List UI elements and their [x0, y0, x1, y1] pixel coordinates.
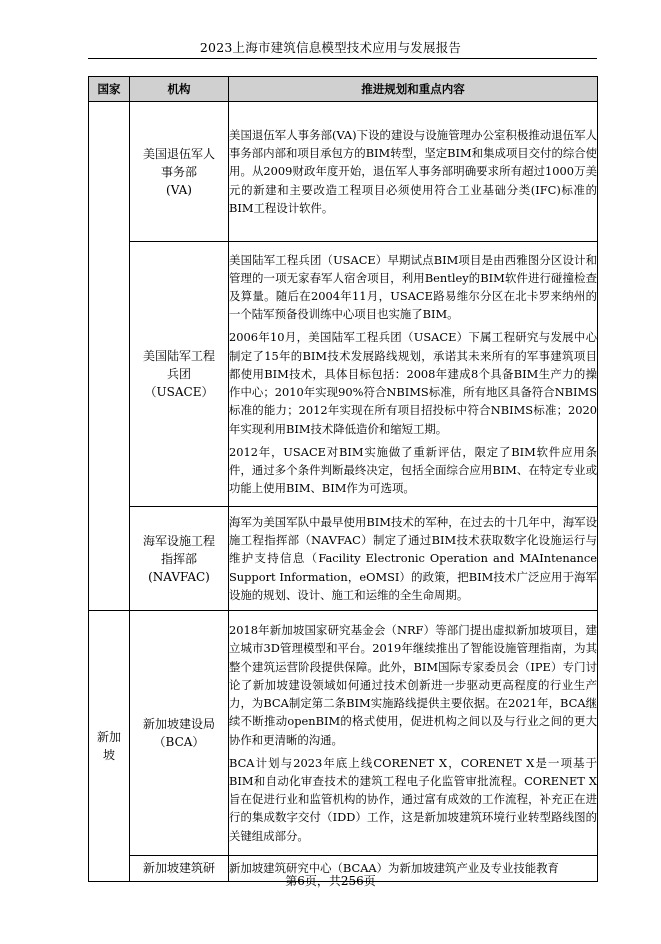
org-name-line: 兵团 — [166, 367, 191, 381]
country-name-line: 坡 — [102, 748, 115, 762]
header-rule — [88, 58, 597, 59]
content-cell — [229, 102, 598, 242]
content-paragraph: 美国退伍军人事务部(VA)下设的建设与设施管理办公室积极推动退伍军人事务部内部和项目承包方的BIM转型，坚定BIM和集成项目交付的综合使用。从2009财政年度开始，退伍军人事务部明确要求所有超过1000万美元的新建和主要改造工程项目必须使用符合工业基础分类(IFC)标准的BIM工程设计软件。 — [229, 127, 598, 215]
running-header: 2023上海市建筑信息模型技术应用与发展报告 — [199, 40, 462, 55]
content-paragraph: 2006年10月，美国陆军工程兵团（USACE）下属工程研究与发展中心制定了15年的BIM技术发展路线规划，承诺其未来所有的军事建筑项目都使用BIM技术，具体目标包括：2008年建成8个具备BIM生产力的操作中心；2010年实现90%符合NBIMS标准，所有地区具备符合NBIMS标准的能力；2012年实现在所有项目招投标中符合NBIMS标准；2020年实现利用BIM技术降低造价和缩短工期。 — [229, 330, 597, 436]
org-name-line: 美国退伍军人 — [142, 146, 215, 161]
table-row — [89, 611, 598, 856]
org-abbr: (VA) — [166, 182, 192, 197]
org-cell — [130, 507, 229, 611]
table-header-row — [89, 77, 598, 102]
org-name-line: 指挥部 — [160, 551, 197, 566]
content-paragraph: BCA计划与2023年底上线CORENET X，CORENET X是一项基于BIM和自动化审查技术的建筑工程电子化监管审批流程。CORENET X旨在促进行业和监管机构的协作，通过富有成效的工作流程，补充正在进行的集成数字交付（IDD）工作，这是新加坡建筑环境行业转型路线图的关键组成部分。 — [229, 755, 597, 843]
table-row — [89, 242, 598, 507]
org-name-line: 新加坡建筑研 — [142, 861, 215, 875]
bim-policy-table — [88, 76, 598, 882]
org-cell — [130, 611, 229, 856]
content-paragraph: 2012年，USACE对BIM实施做了重新评估，限定了BIM软件应用条件，通过多个条件判断最终决定，包括全面综合应用BIM、在特定专业或功能上使用BIM、BIM作为可选项。 — [229, 444, 597, 496]
table-row — [89, 102, 598, 242]
page-number: 第6页，共256页 — [285, 874, 376, 888]
content-cell — [229, 242, 598, 507]
column-header-org: 机构 — [130, 77, 229, 102]
column-header-content: 推进规划和重点内容 — [229, 77, 598, 102]
org-cell — [130, 242, 229, 507]
content-paragraph: 新加坡建筑研究中心（BCAA）为新加坡建筑产业及专业技能教育 — [229, 861, 559, 875]
org-name-line: 新加坡建设局 — [142, 717, 215, 731]
content-paragraph: 2018年新加坡国家研究基金会（NRF）等部门提出虚拟新加坡项目，建立城市3D管理模型和平台。2019年继续推出了智能设施管理指南，为其整个建筑运营阶段提供保障。此外，BIM国际专家委员会（IPE）专门讨论了新加坡建设领域如何通过技术创新进一步驱动更高程度的行业生产力，为BCA制定第二条BIM实施路线提供主要依据。在2021年，BCA继续不断推动openBIM的格式使用，促进机构之间以及与行业之间的更大协作和更清晰的沟通。 — [229, 623, 597, 747]
column-header-country: 国家 — [89, 77, 130, 102]
country-cell-singapore — [89, 611, 130, 882]
content-cell — [229, 611, 598, 856]
org-abbr: (NAVFAC) — [148, 569, 210, 584]
org-cell — [130, 102, 229, 242]
org-name-line: 美国陆军工程 — [142, 349, 215, 363]
content-paragraph: 美国陆军工程兵团（USACE）早期试点BIM项目是由西雅图分区设计和管理的一项无家春军人宿舍项目，利用Bentley的BIM软件进行碰撞检查及算量。随后在2004年11月，USACE路易维尔分区在北卡罗来纳州的一个陆军预备役训练中心项目也实施了BIM。 — [229, 252, 597, 322]
org-abbr: （USACE） — [144, 385, 214, 399]
org-abbr: （BCA） — [153, 735, 205, 749]
country-name-line: 新加 — [96, 730, 121, 744]
org-name-line: 海军设施工程 — [142, 533, 215, 548]
content-paragraph: 海军为美国军队中最早使用BIM技术的军种，在过去的十几年中，海军设施工程指挥部（NAVFAC）制定了通过BIM技术获取数字化设施运行与维护支持信息（Facility Electronic Operation and MAIntenance Support Information，eOMSI）的政策，把BIM技术广泛应用于海军设施的规划、设计、施工和运维的全生命周期。 — [229, 514, 597, 602]
content-cell — [229, 507, 598, 611]
org-name-line: 事务部 — [160, 164, 197, 179]
country-cell-usa — [89, 102, 130, 611]
table-row — [89, 507, 598, 611]
